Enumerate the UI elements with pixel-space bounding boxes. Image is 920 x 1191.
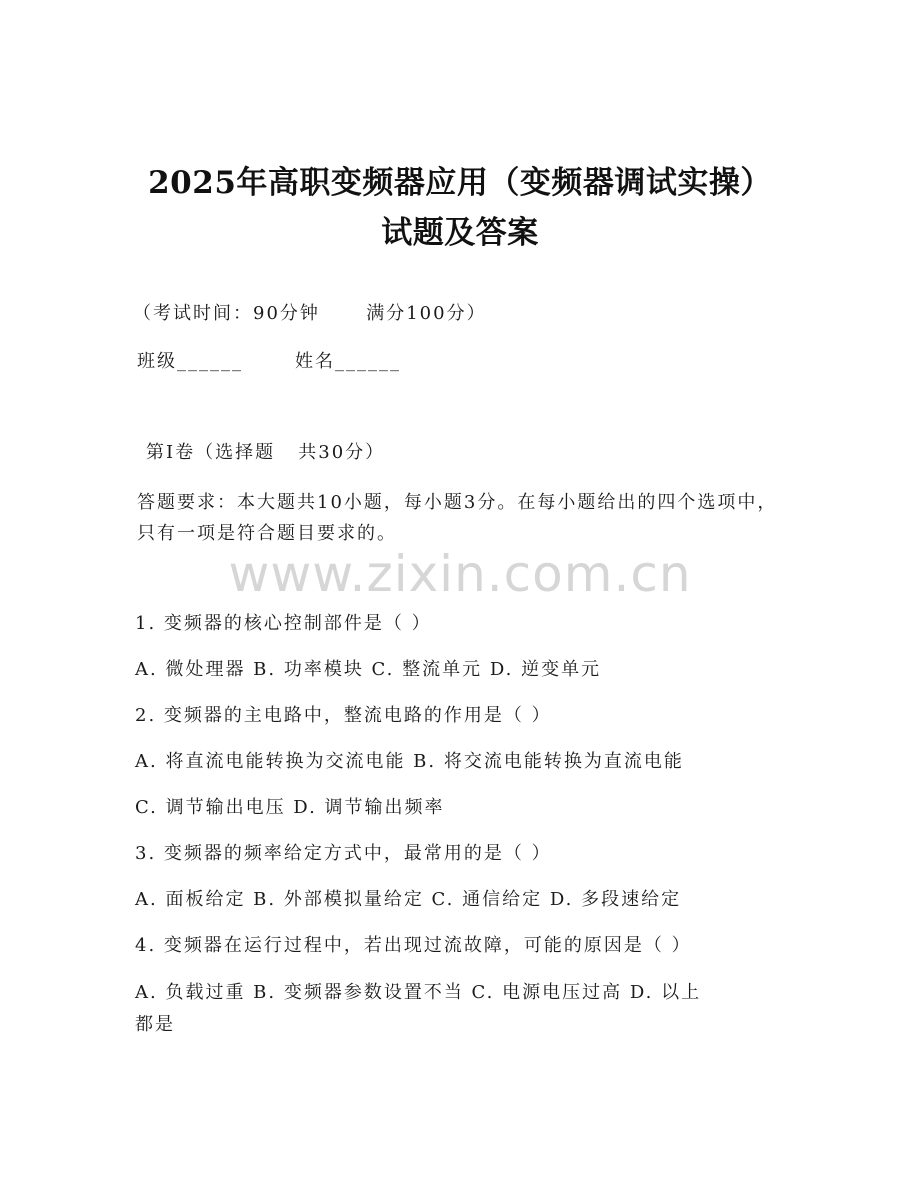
class-name-row bbox=[137, 351, 787, 373]
watermark: www.zixin.com.cn bbox=[228, 545, 692, 603]
class-field: 班级______ bbox=[137, 351, 243, 372]
question-2-stem: 2. 变频器的主电路中，整流电路的作用是（ ） bbox=[135, 705, 552, 726]
question-1-stem: 1. 变频器的核心控制部件是（ ） bbox=[135, 613, 432, 634]
title-line-2: 试题及答案 bbox=[381, 215, 539, 251]
question-4-options-line-2: 都是 bbox=[135, 1014, 175, 1035]
question-2-options-line-2: C. 调节输出电压 D. 调节输出频率 bbox=[135, 797, 445, 818]
name-field: 姓名______ bbox=[295, 351, 401, 372]
title-line-1: 2025年高职变频器应用（变频器调试实操） bbox=[148, 165, 772, 201]
question-2-options-line-1: A. 将直流电能转换为交流电能 B. 将交流电能转换为直流电能 bbox=[135, 751, 684, 772]
instructions: 答题要求：本大题共10小题，每小题3分。在每小题给出的四个选项中，只有一项是符合题目要求的。 bbox=[137, 492, 778, 544]
exam-info: （考试时间：90分钟 满分100分） bbox=[133, 303, 487, 324]
question-4-stem: 4. 变频器在运行过程中，若出现过流故障，可能的原因是（ ） bbox=[135, 935, 692, 956]
question-1-options: A. 微处理器 B. 功率模块 C. 整流单元 D. 逆变单元 bbox=[135, 659, 602, 680]
question-3-options: A. 面板给定 B. 外部模拟量给定 C. 通信给定 D. 多段速给定 bbox=[135, 889, 682, 910]
question-4-options-line-1: A. 负载过重 B. 变频器参数设置不当 C. 电源电压过高 D. 以上 bbox=[135, 982, 702, 1003]
section-heading: 第Ⅰ卷（选择题 共30分） bbox=[146, 442, 386, 463]
question-3-stem: 3. 变频器的频率给定方式中，最常用的是（ ） bbox=[135, 843, 552, 864]
